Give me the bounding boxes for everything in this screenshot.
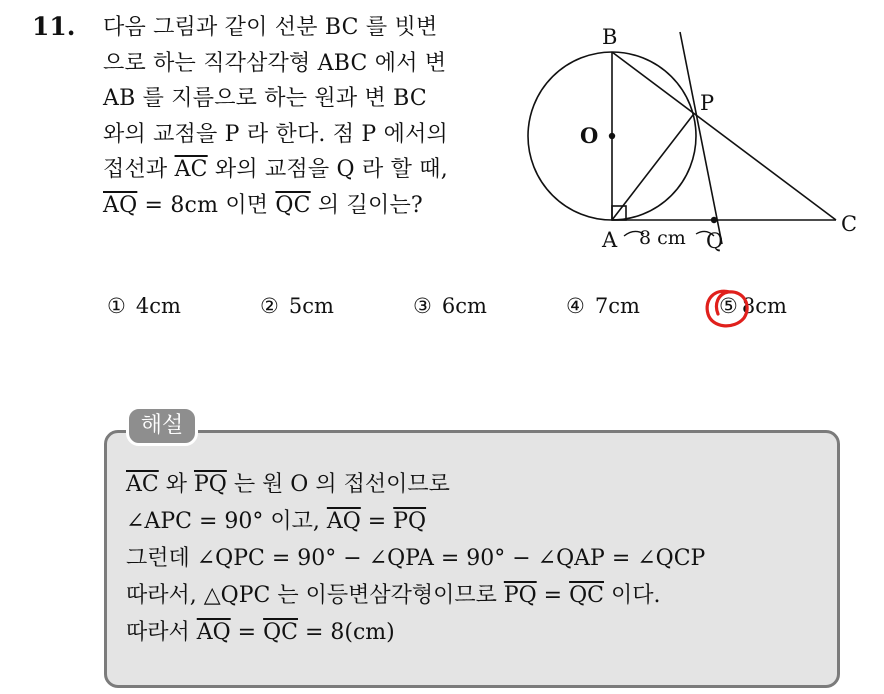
text-segment: 따라서: [126, 620, 197, 645]
question-line: 으로 하는 직각삼각형 ABC 에서 변: [103, 50, 447, 76]
text-segment: =: [230, 620, 264, 645]
solution-line: [126, 466, 826, 503]
segment-notation: $\overline{QC}$: [275, 192, 311, 218]
text-segment: 따라서, △QPC 는 이등변삼각형이므로: [126, 583, 504, 608]
label-p: P: [700, 91, 715, 115]
choice-3[interactable]: [413, 294, 487, 318]
segment-notation: $\overline{AQ}$: [103, 192, 138, 218]
choice-number: ②: [260, 294, 279, 318]
text-segment: =: [536, 583, 570, 608]
choice-text: 4cm: [135, 294, 181, 318]
segment-length-label: 8 cm: [639, 227, 686, 249]
segment-bc: [612, 52, 836, 220]
segment-notation: $\overline{PQ}$: [393, 509, 427, 534]
segment-notation: $\overline{AQ}$: [196, 620, 231, 645]
question-line: [103, 152, 523, 188]
text-segment: 는 원 O 의 접선이므로: [226, 472, 450, 497]
segment-notation: $\overline{QC}$: [569, 583, 604, 608]
geometry-figure: [520, 20, 870, 260]
choice-text: 6cm: [441, 294, 487, 318]
choice-number: ①: [107, 294, 126, 318]
segment-ap: [612, 115, 693, 220]
label-a: A: [602, 228, 618, 252]
choice-number: ③: [413, 294, 432, 318]
point-q: [711, 217, 717, 223]
choice-text: 7cm: [594, 294, 640, 318]
segment-notation: $\overline{QC}$: [263, 620, 298, 645]
segment-notation: $\overline{AC}$: [174, 157, 208, 182]
choice-4[interactable]: [566, 294, 640, 318]
text-segment: = 8cm 이면: [137, 192, 276, 218]
text-segment: 그런데 ∠QPC = 90° − ∠QPA = 90° − ∠QAP = ∠QCP: [126, 546, 706, 571]
answer-circle-mark: [700, 284, 754, 334]
point-o: [609, 133, 615, 139]
label-b: B: [602, 25, 618, 49]
text-segment: 의 길이는?: [310, 192, 423, 218]
choice-1[interactable]: [107, 294, 181, 318]
text-segment: 접선과: [103, 157, 175, 182]
question-line: [103, 188, 523, 224]
choice-text: 5cm: [288, 294, 334, 318]
solution-line: [126, 577, 826, 614]
question-text: [103, 10, 523, 223]
label-o: O: [580, 123, 599, 148]
question-line: 와의 교점을 P 라 한다. 점 P 에서의: [103, 121, 448, 147]
text-segment: 이다.: [603, 583, 661, 608]
label-c: C: [841, 212, 858, 236]
segment-notation: $\overline{AQ}$: [326, 509, 361, 534]
solution-line: [126, 614, 826, 651]
segment-notation: $\overline{PQ}$: [503, 583, 537, 608]
solution-line: [126, 540, 826, 577]
segment-notation: $\overline{AC}$: [126, 472, 159, 497]
text-segment: 와: [158, 472, 194, 497]
text-segment: = 8(cm): [297, 620, 395, 645]
solution-line: [126, 503, 826, 540]
text-segment: 와의 교점을 Q 라 할 때,: [207, 157, 448, 182]
choice-2[interactable]: [260, 294, 334, 318]
choice-number: ⑤: [719, 294, 738, 318]
text-segment: =: [360, 509, 394, 534]
text-segment: ∠APC = 90° 이고,: [126, 509, 327, 534]
question-line: AB 를 지름으로 하는 원과 변 BC: [103, 86, 427, 111]
solution-tag: 해설: [126, 406, 198, 446]
solution-text: [126, 466, 826, 651]
segment-notation: $\overline{PQ}$: [193, 472, 227, 497]
choice-text: 8cm: [741, 294, 787, 318]
tangent-line: [680, 32, 722, 244]
label-q: Q: [706, 229, 724, 253]
choice-number: ④: [566, 294, 585, 318]
question-line: 다음 그림과 같이 선분 BC 를 빗변: [103, 15, 438, 40]
question-number: 11.: [32, 12, 76, 41]
